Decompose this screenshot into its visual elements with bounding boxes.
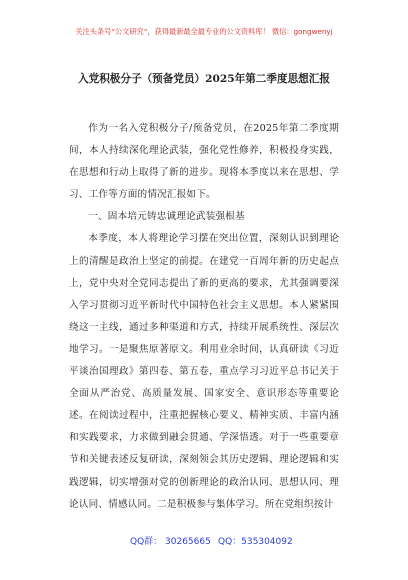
document-title: 入党积极分子（预备党员）2025年第二季度思想汇报	[78, 73, 330, 85]
promo-header: 关注头条号“公文研究”，获得最新最全最专业的公文资料库！ 微信：gongwenyj	[75, 27, 333, 36]
intro-paragraph: 作为一名入党积极分子/预备党员，在2025年第二季度期间，本人持续深化理论武装，强化党性修养，积极投身实践，在思想和行动上取得了新的进步。现将本季度以来在思想、学习、工作等方面的情况汇报如下。	[69, 123, 339, 201]
section-paragraph: 本季度，本人将理论学习摆在突出位置，深刻认识到理论上的清醒是政治上坚定的前提。在建党一百周年新的历史起点上，党中央对全党同志提出了新的更高的要求，尤其强调要深入学习贯彻习近平新时代中国特色社会主义思想。本人紧紧围绕这一主线，通过多种渠道和方式，持续开展系统性、深层次地学习。一是聚焦原著原文。利用业余时间，认真研读《习近平谈治国理政》第四卷、第五卷，重点学习习近平总书记关于全面从严治党、高质量发展、国家安全、意识形态等重要论述。在阅读过程中，注重把握核心要义、精神实质、丰富内涵和实践要求，力求做到融会贯通、学深悟透。对于一些重要章节和关键表述反复研读，深刻领会其历史逻辑、理论逻辑和实践逻辑，切实增强对党的创新理论的政治认同、思想认同、理论认同、情感认同。二是积极参与集体学习。所在党组织按计	[69, 233, 339, 510]
section-heading: 一、固本培元铸忠诚理论武装强根基	[88, 211, 245, 223]
document-body	[69, 118, 339, 516]
qq-group-number: QQ群： 30265665	[130, 537, 211, 547]
qq-number: QQ：535304092	[218, 537, 293, 547]
